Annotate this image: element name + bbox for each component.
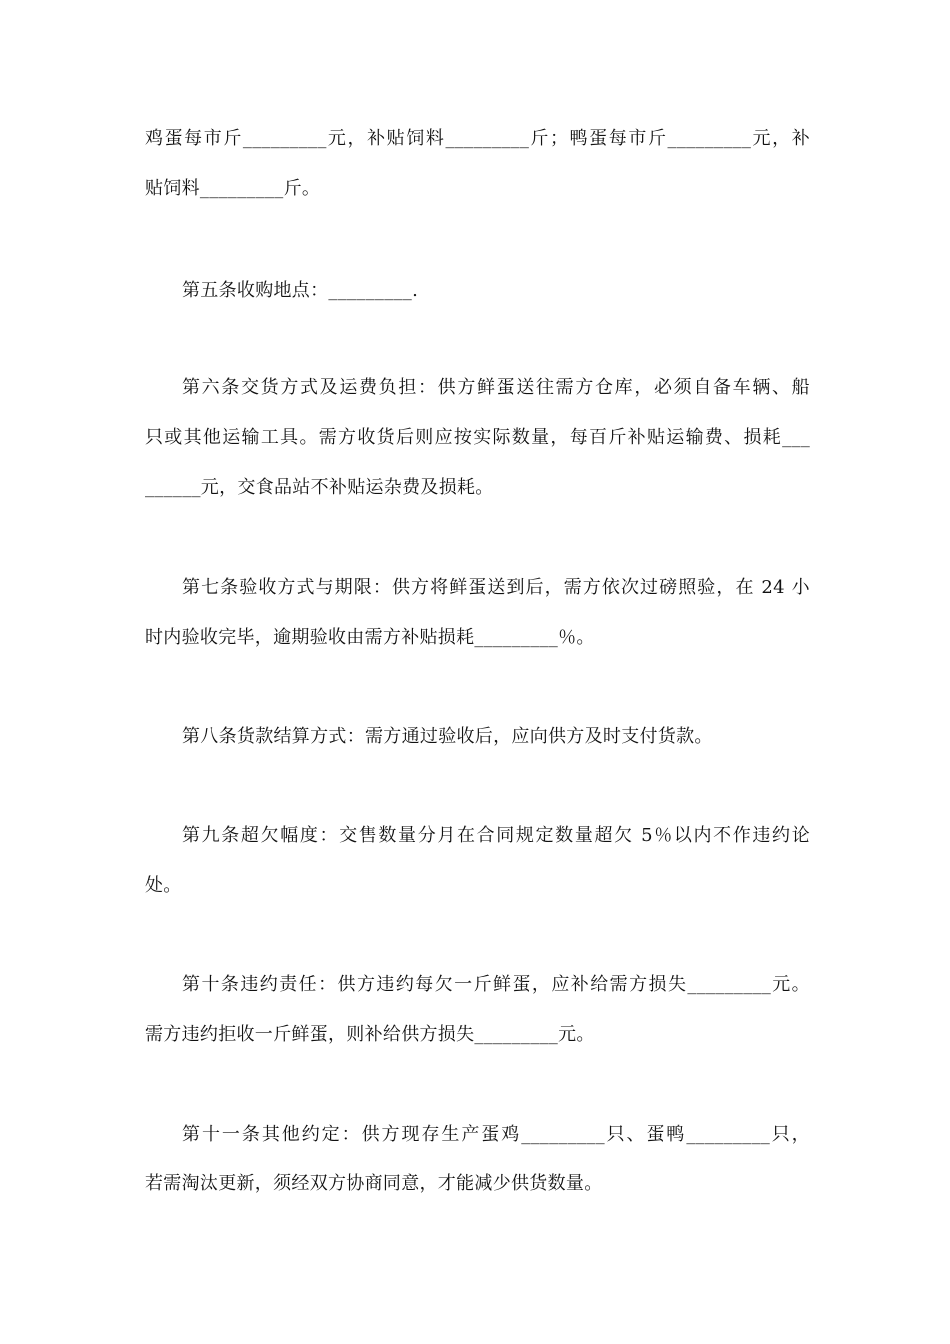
article-7-line-2: 时内验收完毕，逾期验收由需方补贴损耗_________％。 xyxy=(145,627,595,648)
article-9-line-1: 第九条超欠幅度：交售数量分月在合同规定数量超欠 5％以内不作违约论 xyxy=(182,825,810,846)
article-6-line-2: 只或其他运输工具。需方收货后则应按实际数量，每百斤补贴运输费、损耗___ xyxy=(145,427,810,448)
article-6-line-3: ______元，交食品站不补贴运杂费及损耗。 xyxy=(145,477,494,498)
article-7-line-1: 第七条验收方式与期限：供方将鲜蛋送到后，需方依次过磅照验，在 24 小 xyxy=(182,577,810,598)
article-11-line-2: 若需淘汰更新，须经双方协商同意，才能减少供货数量。 xyxy=(145,1173,603,1194)
article-6-line-1: 第六条交货方式及运费负担：供方鲜蛋送往需方仓库，必须自备车辆、船 xyxy=(182,377,810,398)
paragraph-price-line-2: 贴饲料_________斤。 xyxy=(145,178,321,199)
article-10-line-1: 第十条违约责任：供方违约每欠一斤鲜蛋，应补给需方损失_________元。 xyxy=(182,974,810,995)
article-8-line-1: 第八条货款结算方式：需方通过验收后，应向供方及时支付货款。 xyxy=(182,726,713,747)
article-5-line-1: 第五条收购地点：_________. xyxy=(182,280,419,301)
article-9-line-2: 处。 xyxy=(145,875,182,896)
paragraph-price-line-1: 鸡蛋每市斤_________元，补贴饲料_________斤；鸭蛋每市斤_________元，补 xyxy=(145,128,810,149)
article-10-line-2: 需方违约拒收一斤鲜蛋，则补给供方损失_________元。 xyxy=(145,1024,595,1045)
article-11-line-1: 第十一条其他约定：供方现存生产蛋鸡_________只、蛋鸭_________只， xyxy=(182,1124,810,1145)
